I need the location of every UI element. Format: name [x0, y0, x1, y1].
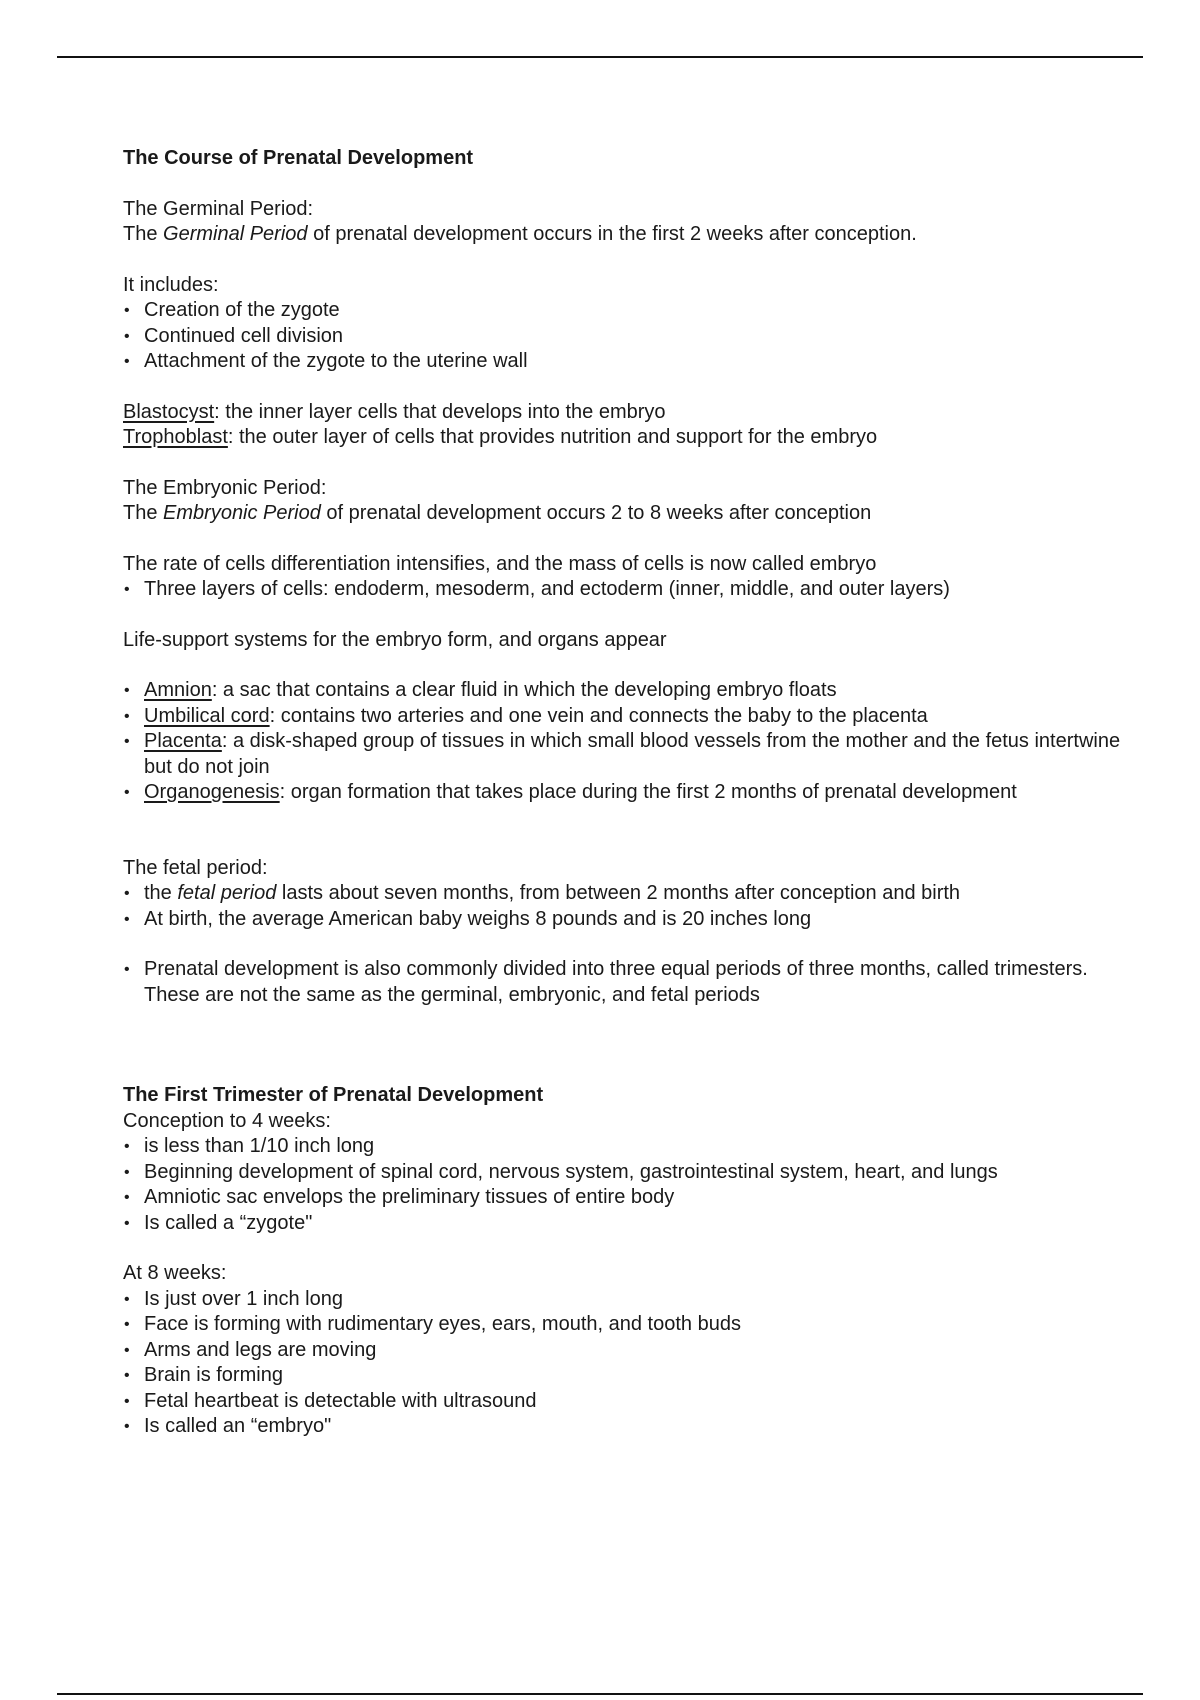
list-item-placenta: • Placenta: a disk-shaped group of tissues in which small blood vessels from the mother and the fetus intertwine but do not join: [123, 729, 1123, 780]
document-body: [123, 146, 1123, 1440]
germinal-period-intro: The Germinal Period of prenatal development occurs in the first 2 weeks after conception.: [123, 223, 917, 245]
list-item: • At birth, the average American baby weighs 8 pounds and is 20 inches long: [123, 907, 1123, 933]
embryonic-period-label: The Embryonic Period:: [123, 476, 327, 499]
list-item: • Face is forming with rudimentary eyes, ears, mouth, and tooth buds: [123, 1312, 1123, 1338]
blastocyst-definition: Blastocyst: the inner layer cells that develops into the embryo: [123, 400, 666, 423]
conception-4-weeks-label: Conception to 4 weeks:: [123, 1109, 331, 1132]
list-item: • Is called an “embryo": [123, 1414, 1123, 1440]
section-heading-first-trimester: The First Trimester of Prenatal Development: [123, 1084, 544, 1106]
germinal-period-term: Germinal Period: [163, 223, 308, 245]
umbilical-cord-term: Umbilical cord: [144, 704, 270, 727]
week-8-label: At 8 weeks:: [123, 1262, 227, 1284]
list-item: • Three layers of cells: endoderm, mesoderm, and ectoderm (inner, middle, and outer layers): [123, 577, 1123, 603]
conception-4-weeks-list: [123, 1134, 1123, 1236]
list-item: • Arms and legs are moving: [123, 1338, 1123, 1364]
embryonic-period-intro: The Embryonic Period of prenatal development occurs 2 to 8 weeks after conception: [123, 502, 872, 524]
list-item: • Is called a “zygote": [123, 1211, 1123, 1237]
blastocyst-term: Blastocyst: [123, 400, 215, 423]
list-item: • Beginning development of spinal cord, nervous system, gastrointestinal system, heart, and lungs: [123, 1160, 1123, 1186]
fetal-list: [123, 881, 1123, 932]
list-item: • Attachment of the zygote to the uterine wall: [123, 349, 1123, 375]
week-8-list: [123, 1287, 1123, 1440]
embryonic-terms-list: [123, 678, 1123, 806]
list-item: • Is just over 1 inch long: [123, 1287, 1123, 1313]
list-item: • Amniotic sac envelops the preliminary tissues of entire body: [123, 1185, 1123, 1211]
bottom-rule: [57, 1693, 1143, 1695]
germinal-period-label: The Germinal Period:: [123, 197, 314, 220]
trophoblast-definition: Trophoblast: the outer layer of cells that provides nutrition and support for the embryo: [123, 426, 878, 448]
list-item: • Continued cell division: [123, 324, 1123, 350]
top-rule: [57, 56, 1143, 58]
list-item: • Creation of the zygote: [123, 298, 1123, 324]
cell-layers-list: [123, 577, 1123, 603]
list-item: • Fetal heartbeat is detectable with ultrasound: [123, 1389, 1123, 1415]
embryonic-period-term: Embryonic Period: [163, 502, 321, 524]
amnion-term: Amnion: [144, 679, 212, 701]
includes-label: It includes:: [123, 273, 219, 296]
list-item-umbilical-cord: • Umbilical cord: contains two arteries and one vein and connects the baby to the placenta: [123, 704, 1123, 730]
list-item: • Prenatal development is also commonly divided into three equal periods of three months, called trimesters. These are not the same as the germinal, embryonic, and fetal periods: [123, 957, 1123, 1008]
trimester-note-list: [123, 957, 1123, 1008]
section-heading-course: The Course of Prenatal Development: [123, 147, 474, 169]
fetal-period-term: fetal period: [177, 882, 277, 904]
placenta-term: Placenta: [144, 730, 222, 752]
life-support-text: Life-support systems for the embryo form, and organs appear: [123, 628, 667, 651]
organogenesis-term: Organogenesis: [144, 781, 280, 803]
differentiation-text: The rate of cells differentiation intensifies, and the mass of cells is now called embryo: [123, 552, 877, 575]
list-item: • is less than 1/10 inch long: [123, 1134, 1123, 1160]
list-item-amnion: • Amnion: a sac that contains a clear fluid in which the developing embryo floats: [123, 678, 1123, 704]
list-item: • Brain is forming: [123, 1363, 1123, 1389]
list-item-organogenesis: • Organogenesis: organ formation that takes place during the first 2 months of prenatal development: [123, 780, 1123, 806]
germinal-list: [123, 298, 1123, 375]
fetal-period-label: The fetal period:: [123, 856, 268, 879]
trophoblast-term: Trophoblast: [123, 426, 228, 448]
list-item: • the fetal period lasts about seven months, from between 2 months after conception and birth: [123, 881, 1123, 907]
